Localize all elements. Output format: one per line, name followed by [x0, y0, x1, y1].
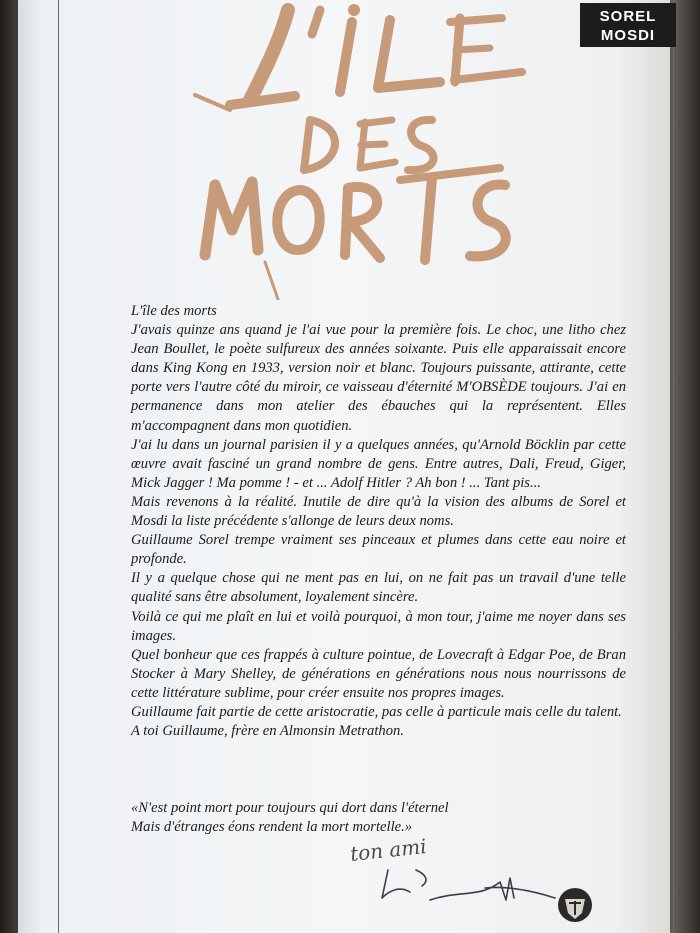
- title-stroke: [250, 10, 288, 100]
- closing-quote: [131, 799, 611, 837]
- title-stroke: [230, 96, 295, 105]
- handwritten-dedication: ton ami: [348, 834, 428, 866]
- title-stroke: [378, 20, 440, 88]
- handwritten-signature: [370, 860, 560, 910]
- title-stroke: [304, 120, 335, 170]
- preface-paragraph: J'avais quinze ans quand je l'ai vue pour la première fois. Le choc, une litho chez Jean Boullet, le poète sulfureux des années soixante. Puis elle apparaissait encore dans King Kong en 1933, version noir et blanc. Toujours puissante, attirante, cette porte vers l'autre côté du miroir, ce vaisseau d'éternité M'OBSÈDE toujours. J'ai en permanence dans mon atelier des ébauches qui la représentent. Elles m'accompagnent dans mon quotidien.: [131, 322, 626, 434]
- preface-text: [131, 302, 626, 741]
- title-stroke: [195, 95, 230, 110]
- preface-paragraph: Il y a quelque chose qui ne ment pas en lui, on ne fait pas un travail d'une telle qualité sans être absolument, loyalement sincère.: [131, 570, 626, 606]
- title-stroke: [470, 185, 506, 257]
- title-stroke: [205, 182, 258, 255]
- title-calligraphy: [170, 0, 550, 300]
- preface-heading: L'île des morts: [131, 303, 217, 319]
- preface-paragraph: A toi Guillaume, frère en Almonsin Metrathon.: [131, 723, 404, 740]
- title-stroke: [425, 178, 432, 260]
- author-tag: [580, 3, 676, 47]
- quote-line: «N'est point mort pour toujours qui dort dans l'éternel: [131, 800, 449, 816]
- title-stroke: [450, 18, 502, 22]
- quote-line: Mais d'étranges éons rendent la mort mortelle.»: [131, 819, 413, 836]
- title-stroke: [277, 190, 319, 250]
- title-stroke: [360, 120, 395, 168]
- book-spine-edge: [0, 0, 20, 933]
- preface-paragraph: Quel bonheur que ces frappés à culture pointue, de Lovecraft à Edgar Poe, de Bran Stocker à Mary Shelley, de générations en générations nous nous nourrissons de cette littérature sublime, pour créer ensuite nos propres images.: [131, 646, 626, 701]
- author-tag-line2: MOSDI: [600, 27, 656, 44]
- preface-paragraph: Mais revenons à la réalité. Inutile de dire qu'à la vision des albums de Sorel et Mosdi la liste précédente s'allonge de leurs deux noms.: [131, 493, 626, 530]
- title-stroke: [456, 48, 490, 50]
- preface-paragraph: Guillaume fait partie de cette aristocratie, pas celle à particule mais celle du talent.: [131, 703, 622, 720]
- title-stroke: [312, 10, 320, 34]
- title-stroke: [345, 187, 380, 258]
- shield-emblem-icon: [555, 885, 595, 925]
- preface-paragraph: Guillaume Sorel trempe vraiment ses pinceaux et plumes dans cette eau noire et profonde.: [131, 532, 626, 568]
- preface-paragraph: J'ai lu dans un journal parisien il y a quelques années, qu'Arnold Böcklin par cette œuvre avait fasciné un grand nombre de gens. Entre autres, Dali, Freud, Giger, Mick Jagger ! Ma pomme ! - et ... Adolf Hitler ? Ah bon ! ... Tant pis...: [131, 436, 626, 491]
- preface-paragraph: Voilà ce qui me plaît en lui et voilà pourquoi, à mon tour, j'aime me noyer dans ses images.: [131, 608, 626, 644]
- title-stroke: [340, 22, 352, 92]
- title-stroke: [454, 72, 522, 80]
- author-tag-line1: SOREL: [599, 8, 657, 25]
- title-stroke: [408, 120, 434, 170]
- title-stroke: [265, 262, 280, 300]
